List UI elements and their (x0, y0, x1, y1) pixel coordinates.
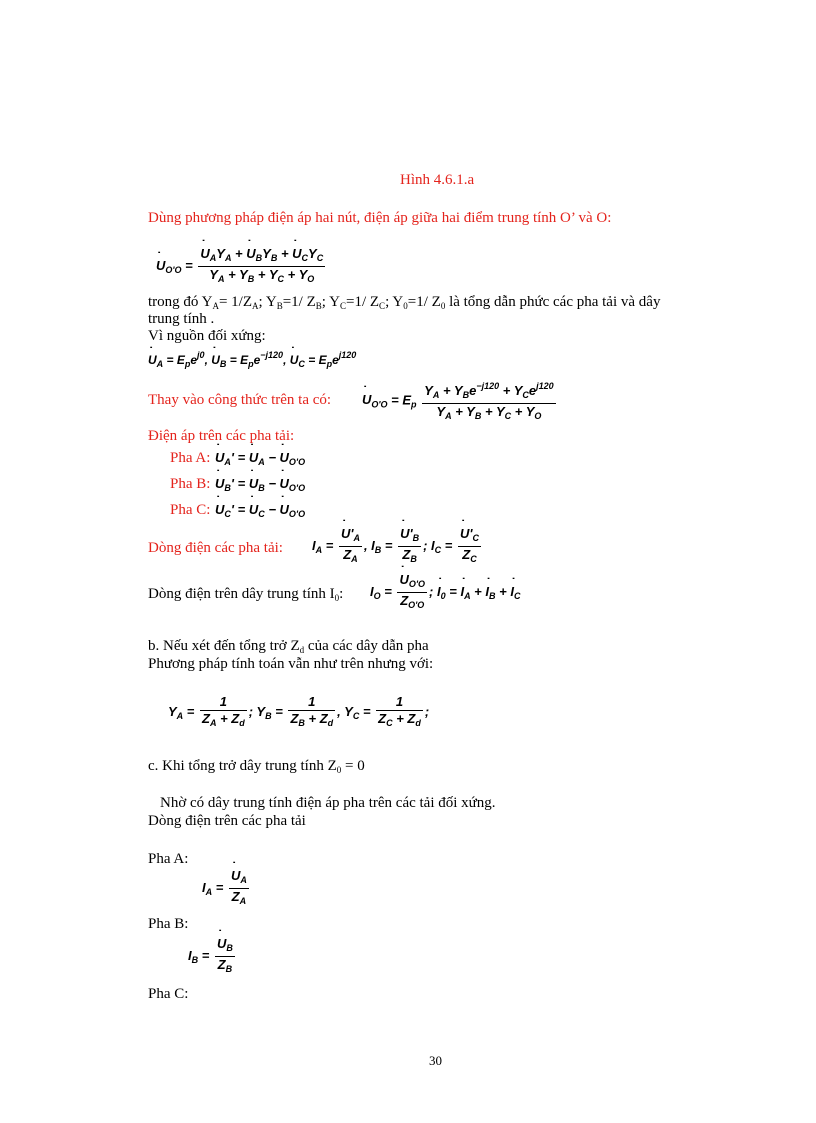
thay-vao-line: Thay vào công thức trên ta có: (148, 392, 332, 408)
equation-neutral-current: $I_O$ = ˙ $\frac{U_{O'O}}{Z_{O'O}}$ ; ˙ $I_0$ = ˙ $I_A$ + ˙ $I_B$ + ˙ $I_C$ (370, 572, 520, 613)
equation-source-voltages: ˙ $U_A = E_pe^{j0}$, ˙ $U_B = E_pe^{-j120}$, ˙ $U_C = E_pe^{j120}$ (148, 350, 356, 369)
phase-a-label-red: Pha A: (170, 450, 211, 466)
part-c-line: c. Khi tổng trở dây trung tính $Z_0 = 0$ (148, 758, 365, 775)
equation-uoo-substituted: ˙ $U_{O'O} = E_p$ $\frac{Y_A + Y_Be^{-j120} + Y_Ce^{j120}}{Y_A + Y_B + Y_C + Y_O}$ (362, 378, 558, 424)
intro-line: Dùng phương pháp điện áp hai nút, điện áp giữa hai điểm trung tính O’ và O: (148, 210, 612, 226)
phase-b-label-red: Pha B: (170, 476, 211, 492)
equation-ua-prime: ˙ $U_A'$ = ˙ $U_A$ − ˙ $U_{O'O}$ (215, 450, 305, 467)
dien-ap-pha-tai-line: Điện áp trên các pha tải: (148, 428, 295, 444)
phase-c-label: Pha C: (148, 986, 189, 1002)
phase-b-label: Pha B: (148, 916, 189, 932)
part-b-line-1: b. Nếu xét đến tổng trở $Z_d$ của các dây dẫn pha (148, 638, 429, 655)
dong-dien-cac-pha-line: Dòng điện trên các pha tải (148, 813, 306, 829)
phase-a-label: Pha A: (148, 851, 189, 867)
dong-dien-pha-tai-line: Dòng điện các pha tải: (148, 540, 283, 556)
page-number: 30 (429, 1053, 442, 1068)
trong-do-line-2: trung tính . (148, 311, 215, 327)
equation-ib: $I_B$ = ˙ $\frac{U_B}{Z_B}$ (188, 936, 237, 977)
trong-do-line: trong đó $Y_A= 1/Z_A$; $Y_B=1/$ $Z_B$; $Y_C=1/$ $Z_C$; $Y_0=1/$ $Z_0$ là tổng dẫn phức các pha tải và dây (148, 294, 661, 311)
dong-dien-trung-tinh-line: Dòng điện trên dây trung tính $I_0$: (148, 586, 344, 603)
equation-ub-prime: ˙ $U_B'$ = ˙ $U_B$ − ˙ $U_{O'O}$ (215, 476, 305, 493)
phase-c-label-red: Pha C: (170, 502, 211, 518)
vi-nguon-line: Vì nguồn đối xứng: (148, 328, 266, 344)
equation-uc-prime: ˙ $U_C'$ = ˙ $U_C$ − ˙ $U_{O'O}$ (215, 502, 305, 519)
equation-ia: $I_A$ = ˙ $\frac{U_A}{Z_A}$ (202, 868, 251, 909)
equation-phase-currents: $I_A$ = ˙ $\frac{U'_A}{Z_A}$ , $I_B$ = ˙ $\frac{U'_B}{Z_B}$ ; $I_C$ = ˙ $\frac{U'_C}{Z_C}$ (312, 526, 483, 567)
equation-admittances-with-zd: $Y_A$ = $\frac{1}{Z_A + Z_d}$ ; $Y_B$ = $\frac{1}{Z_B + Z_d}$ , $Y_C$ = $\frac{1}{Z_C + Z_d}$ ; (168, 694, 430, 728)
figure-caption: Hình 4.6.1.a (400, 172, 475, 188)
equation-uoo: ˙ $U_{O'O}$ = ˙ $\frac{U_AY_A + ˙ U_BY_B + ˙ U_CY_C}{Y_A + Y_B + Y_C + Y_O}$ (156, 246, 327, 287)
part-b-line-2: Phương pháp tính toán vẫn như trên nhưng với: (148, 656, 434, 672)
nho-co-line: Nhờ có dây trung tính điện áp pha trên các tải đối xứng. (160, 795, 496, 811)
